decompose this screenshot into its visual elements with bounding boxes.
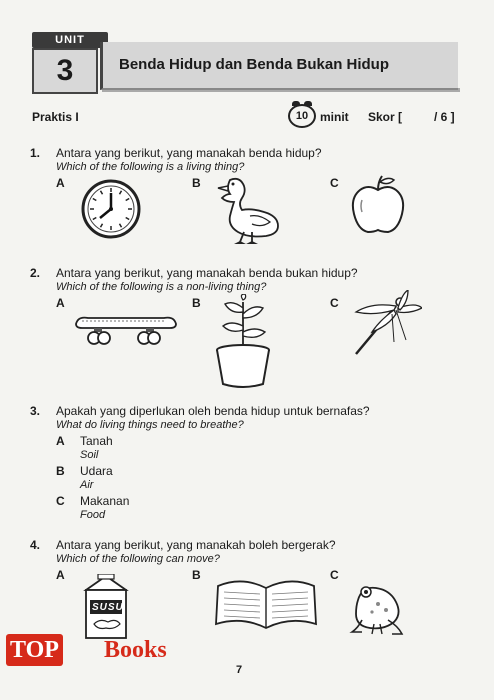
- page-title: Benda Hidup dan Benda Bukan Hidup: [100, 42, 458, 90]
- option-letter[interactable]: C: [330, 296, 339, 310]
- frog-icon: [348, 580, 406, 638]
- option-letter[interactable]: A: [56, 434, 65, 448]
- skateboard-icon: [72, 312, 178, 346]
- timer-minutes: 10: [295, 110, 309, 122]
- score-label: Skor [: [368, 110, 403, 124]
- option-translation: Soil: [80, 449, 99, 461]
- option-letter[interactable]: B: [56, 464, 65, 478]
- option-word[interactable]: Udara: [80, 464, 113, 478]
- potted-plant-icon: [212, 294, 274, 388]
- option-letter[interactable]: C: [330, 176, 339, 190]
- option-translation: Air: [80, 479, 94, 491]
- option-letter[interactable]: A: [56, 176, 65, 190]
- option-word[interactable]: Tanah: [80, 434, 113, 448]
- unit-label: UNIT: [32, 32, 108, 48]
- clock-icon: [80, 178, 142, 240]
- option-letter[interactable]: A: [56, 296, 65, 310]
- question-text: Antara yang berikut, yang manakah boleh bergerak?: [56, 538, 336, 552]
- option-letter[interactable]: C: [56, 494, 65, 508]
- option-letter[interactable]: C: [330, 568, 339, 582]
- watermark-books: Books: [104, 637, 167, 663]
- page-number: 7: [236, 664, 243, 676]
- question-translation: Which of the following is a non-living thing?: [56, 281, 267, 293]
- option-letter[interactable]: A: [56, 568, 65, 582]
- topbooks-watermark: [4, 634, 204, 670]
- milk-carton-label: SUSU: [92, 602, 124, 613]
- option-letter[interactable]: B: [192, 568, 201, 582]
- question-number: 1.: [30, 146, 41, 160]
- option-letter[interactable]: B: [192, 176, 201, 190]
- score-total: / 6 ]: [434, 110, 455, 124]
- option-letter[interactable]: B: [192, 296, 201, 310]
- question-translation: What do living things need to breathe?: [56, 419, 244, 431]
- book-icon: [214, 574, 318, 630]
- question-number: 3.: [30, 404, 41, 418]
- option-word[interactable]: Makanan: [80, 494, 130, 508]
- question-number: 4.: [30, 538, 41, 552]
- duck-icon: [216, 174, 286, 246]
- watermark-top: TOP: [6, 634, 63, 666]
- unit-number: 3: [32, 48, 98, 94]
- timer-icon: [288, 104, 316, 128]
- question-text: Antara yang berikut, yang manakah benda bukan hidup?: [56, 266, 358, 280]
- dragonfly-icon: [350, 290, 422, 356]
- question-translation: Which of the following can move?: [56, 553, 220, 565]
- question-text: Antara yang berikut, yang manakah benda hidup?: [56, 146, 322, 160]
- minutes-label: minit: [320, 110, 349, 124]
- question-translation: Which of the following is a living thing?: [56, 161, 245, 173]
- question-number: 2.: [30, 266, 41, 280]
- question-text: Apakah yang diperlukan oleh benda hidup untuk bernafas?: [56, 404, 370, 418]
- option-translation: Food: [80, 509, 106, 521]
- practice-label: Praktis I: [32, 110, 79, 124]
- apple-icon: [350, 174, 406, 234]
